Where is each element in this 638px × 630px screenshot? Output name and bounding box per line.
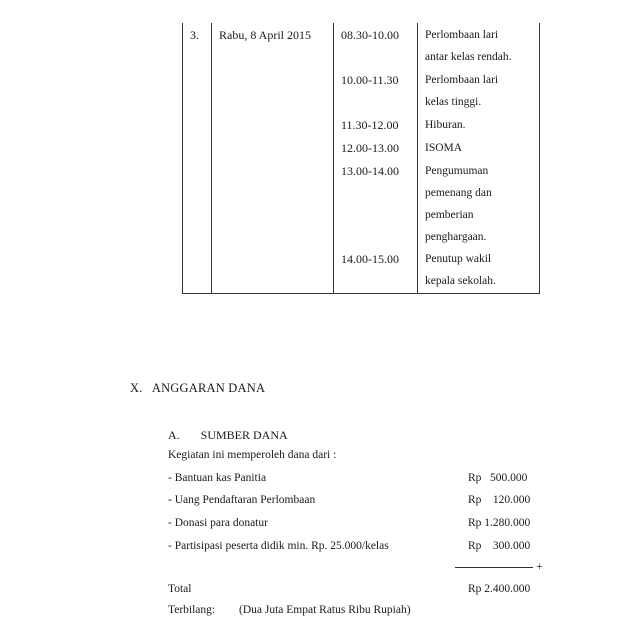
table-divider <box>417 23 418 293</box>
activity-line: Pengumuman <box>425 165 489 177</box>
activity-line: Perlombaan lari <box>425 29 499 41</box>
fund-item-label: - Partisipasi peserta didik min. Rp. 25.000/kelas <box>168 540 389 552</box>
time-slot: 08.30-10.00 <box>341 28 399 42</box>
activity-line: kepala sekolah. <box>425 275 496 287</box>
activity-line: ISOMA <box>425 142 463 154</box>
total-amount: Rp 2.400.000 <box>468 583 531 595</box>
activity-line: pemenang dan <box>425 187 492 199</box>
terbilang-text: (Dua Juta Empat Ratus Ribu Rupiah) <box>239 604 411 616</box>
activity-line: penghargaan. <box>425 231 487 243</box>
activity-line: Hiburan. <box>425 119 466 131</box>
time-slot: 12.00-13.00 <box>341 141 399 155</box>
fund-item-amount: Rp 1.280.000 <box>468 517 531 529</box>
sum-rule <box>455 567 533 568</box>
table-divider <box>211 23 212 293</box>
terbilang-label: Terbilang: <box>168 604 216 616</box>
schedule-table <box>182 23 540 294</box>
subsection-title: A. SUMBER DANA <box>168 428 288 442</box>
total-label: Total <box>168 583 192 595</box>
section-title: X. ANGGARAN DANA <box>130 381 266 395</box>
time-slot: 13.00-14.00 <box>341 164 399 178</box>
row-day: Rabu, 8 April 2015 <box>219 28 311 42</box>
time-slot: 10.00-11.30 <box>341 73 399 87</box>
intro-text: Kegiatan ini memperoleh dana dari : <box>168 449 337 461</box>
fund-item-label: - Bantuan kas Panitia <box>168 472 267 484</box>
plus-sign: + <box>536 559 543 573</box>
activity-line: antar kelas rendah. <box>425 51 512 63</box>
fund-item-label: - Uang Pendaftaran Perlombaan <box>168 494 316 506</box>
activity-line: kelas tinggi. <box>425 96 482 108</box>
activity-line: Penutup wakil <box>425 253 492 265</box>
row-number: 3. <box>190 28 199 42</box>
fund-item-amount: Rp 300.000 <box>468 540 531 552</box>
fund-item-label: - Donasi para donatur <box>168 517 268 529</box>
activity-line: pemberian <box>425 209 474 221</box>
activity-line: Perlombaan lari <box>425 74 499 86</box>
table-divider <box>333 23 334 293</box>
fund-item-amount: Rp 120.000 <box>468 494 531 506</box>
time-slot: 11.30-12.00 <box>341 118 399 132</box>
time-slot: 14.00-15.00 <box>341 252 399 266</box>
fund-item-amount: Rp 500.000 <box>468 472 528 484</box>
